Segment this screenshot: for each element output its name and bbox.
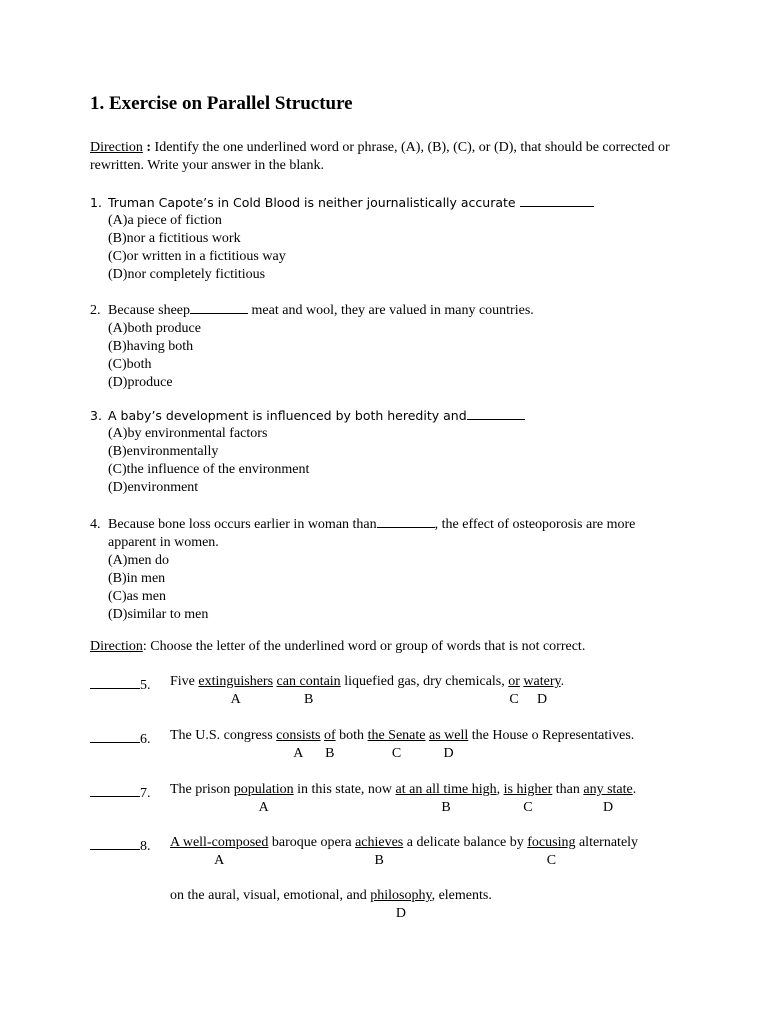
question-stem: Truman Capote’s in Cold Blood is neither journalistically accurate (108, 195, 516, 210)
option-a[interactable] (108, 552, 690, 570)
question-stem-after: , the effect of osteoporosis are more (434, 517, 636, 532)
direction-1 (90, 139, 690, 175)
question-2 (90, 299, 690, 392)
answer-blank[interactable] (90, 835, 140, 850)
exercise-answer (90, 835, 151, 855)
direction-1-text: Identify the one underlined word or phrase, (A), (B), (C), or (D), that should be corrected or rewritten. Write your answer in the blank. (90, 140, 670, 173)
option-a[interactable] (108, 425, 690, 443)
exercise-6 (90, 728, 690, 764)
sentence-text: both (335, 728, 368, 743)
option-list (90, 425, 690, 497)
answer-blank[interactable] (190, 299, 248, 314)
option-b[interactable] (108, 230, 690, 248)
underlined-phrase: consists (276, 728, 321, 743)
exercise-number: 6. (140, 732, 151, 747)
question-stem-after: meat and wool, they are valued in many countries. (251, 303, 534, 318)
exercise-7 (90, 782, 690, 818)
option-letter-b: B (374, 853, 384, 868)
underlined-phrase: as well (428, 728, 469, 743)
option-a[interactable] (108, 212, 690, 230)
sentence-text: baroque opera (268, 835, 356, 850)
option-label: (B) (108, 444, 127, 459)
option-label: (A) (108, 553, 128, 568)
exercise-8 (90, 835, 690, 871)
exercise-sentence (170, 888, 492, 904)
direction-2 (90, 638, 690, 656)
option-text: similar to men (127, 607, 209, 622)
question-3 (90, 405, 690, 497)
underlined-phrase: any state (583, 782, 633, 797)
answer-blank[interactable] (377, 513, 435, 528)
page-title: 1. Exercise on Parallel Structure (90, 93, 353, 114)
option-letter-d: D (395, 906, 406, 921)
exercise-sentence (170, 782, 636, 798)
underlined-phrase: can contain (276, 674, 341, 689)
option-text: both produce (127, 321, 201, 336)
option-text: as men (126, 589, 166, 604)
answer-blank[interactable] (90, 728, 140, 743)
exercise-number: 8. (140, 839, 151, 854)
option-letter-d: D (602, 800, 614, 815)
question-stem: A baby’s development is influenced by both heredity and (108, 408, 467, 423)
underlined-phrase: watery (523, 674, 561, 689)
option-letter-b: B (441, 800, 451, 815)
option-d[interactable] (108, 606, 690, 624)
question-4 (90, 513, 690, 624)
option-label: (C) (108, 462, 127, 477)
option-label: (B) (108, 571, 127, 586)
option-label: (D) (108, 480, 128, 495)
answer-blank[interactable] (90, 674, 140, 689)
sentence-text: a delicate balance by (403, 835, 528, 850)
exercise-sentence (170, 835, 638, 851)
option-c[interactable] (108, 356, 690, 374)
exercise-answer (90, 782, 151, 802)
option-text: nor completely fictitious (127, 267, 266, 282)
option-text: nor a fictitious work (126, 231, 241, 246)
exercise-answer (90, 674, 151, 694)
option-letter-c: C (523, 800, 533, 815)
option-label: (A) (108, 426, 128, 441)
option-letter-b: B (303, 692, 314, 707)
exercise-5 (90, 674, 690, 710)
option-letter-a: A (293, 746, 304, 761)
question-stem: Because bone loss occurs earlier in woman than (108, 517, 377, 532)
option-text: the influence of the environment (126, 462, 310, 477)
option-label: (B) (108, 339, 127, 354)
option-text: having both (126, 339, 194, 354)
option-label: (D) (108, 607, 128, 622)
underlined-phrase: population (233, 782, 294, 797)
sentence-text: , elements. (431, 888, 492, 903)
option-letters (90, 853, 690, 871)
sentence-text: on the aural, visual, emotional, and (170, 888, 371, 903)
question-number: 2. (90, 303, 101, 318)
option-letter-c: C (391, 746, 402, 761)
option-b[interactable] (108, 443, 690, 461)
direction-1-label: Direction (90, 140, 143, 155)
sentence-text: in this state, now (293, 782, 396, 797)
option-text: environment (127, 480, 199, 495)
option-text: or written in a fictitious way (126, 249, 286, 264)
answer-blank[interactable] (467, 405, 525, 420)
option-label: (D) (108, 267, 128, 282)
exercise-sentence (170, 674, 564, 690)
option-text: men do (127, 553, 170, 568)
option-letters (90, 800, 690, 818)
option-text: by environmental factors (127, 426, 268, 441)
sentence-text: the House o Representatives. (468, 728, 635, 743)
option-a[interactable] (108, 320, 690, 338)
option-letter-c: C (509, 692, 519, 707)
option-c[interactable] (108, 248, 690, 266)
question-stem: Because sheep (108, 303, 191, 318)
option-text: both (126, 357, 152, 372)
option-letter-c: C (546, 853, 557, 868)
underlined-phrase: is higher (503, 782, 553, 797)
underlined-phrase: focusing (527, 835, 576, 850)
underlined-phrase: philosophy (370, 888, 432, 903)
option-label: (C) (108, 249, 127, 264)
option-letters (90, 906, 690, 924)
option-label: (D) (108, 375, 128, 390)
answer-blank[interactable] (90, 782, 140, 797)
underlined-phrase: or (508, 674, 520, 689)
direction-1-separator: : (142, 140, 155, 155)
question-number: 1. (90, 195, 102, 210)
exercise-number: 5. (140, 678, 151, 693)
option-label: (A) (108, 321, 128, 336)
question-stem-continued: apparent in women. (108, 535, 219, 550)
option-c[interactable] (108, 588, 690, 606)
exercise-sentence (170, 728, 634, 744)
option-label: (A) (108, 213, 128, 228)
option-letter-a: A (214, 853, 225, 868)
question-1 (90, 192, 690, 284)
option-text: produce (127, 375, 173, 390)
underlined-phrase: achieves (355, 835, 404, 850)
option-letters (90, 692, 690, 710)
option-letter-a: A (258, 800, 269, 815)
sentence-text: alternately (575, 835, 639, 850)
answer-blank[interactable] (520, 192, 594, 207)
option-d[interactable] (108, 374, 690, 392)
option-text: a piece of fiction (127, 213, 222, 228)
underlined-phrase: at an all time high (395, 782, 497, 797)
option-letters (90, 746, 690, 764)
direction-2-label: Direction (90, 639, 143, 654)
option-label: (C) (108, 357, 127, 372)
exercise-answer (90, 728, 151, 748)
option-label: (C) (108, 589, 127, 604)
underlined-phrase: A well-composed (170, 835, 269, 850)
exercise-number: 7. (140, 786, 151, 801)
option-letter-a: A (230, 692, 241, 707)
option-c[interactable] (108, 461, 690, 479)
question-number: 3. (90, 408, 102, 423)
question-number: 4. (90, 517, 101, 532)
option-list (90, 320, 690, 392)
sentence-text: The prison (170, 782, 234, 797)
underlined-phrase: extinguishers (198, 674, 274, 689)
sentence-text: . (560, 674, 565, 689)
sentence-text: The U.S. congress (170, 728, 277, 743)
sentence-text: than (552, 782, 584, 797)
sentence-text: , (496, 782, 504, 797)
sentence-text: liquefied gas, dry chemicals, (340, 674, 509, 689)
option-text: environmentally (126, 444, 219, 459)
exercise-8-continued (90, 888, 690, 924)
direction-2-text: : Choose the letter of the underlined word or group of words that is not correct. (142, 639, 586, 654)
underlined-phrase: the Senate (367, 728, 426, 743)
option-label: (B) (108, 231, 127, 246)
option-b[interactable] (108, 570, 690, 588)
sentence-text: Five (170, 674, 199, 689)
option-letter-b: B (325, 746, 335, 761)
option-text: in men (126, 571, 166, 586)
option-d[interactable] (108, 479, 690, 497)
option-letter-d: D (536, 692, 548, 707)
option-list (90, 212, 690, 284)
underlined-phrase: of (324, 728, 336, 743)
option-letter-d: D (443, 746, 454, 761)
sentence-text: . (632, 782, 637, 797)
option-d[interactable] (108, 266, 690, 284)
option-list (90, 552, 690, 624)
option-b[interactable] (108, 338, 690, 356)
